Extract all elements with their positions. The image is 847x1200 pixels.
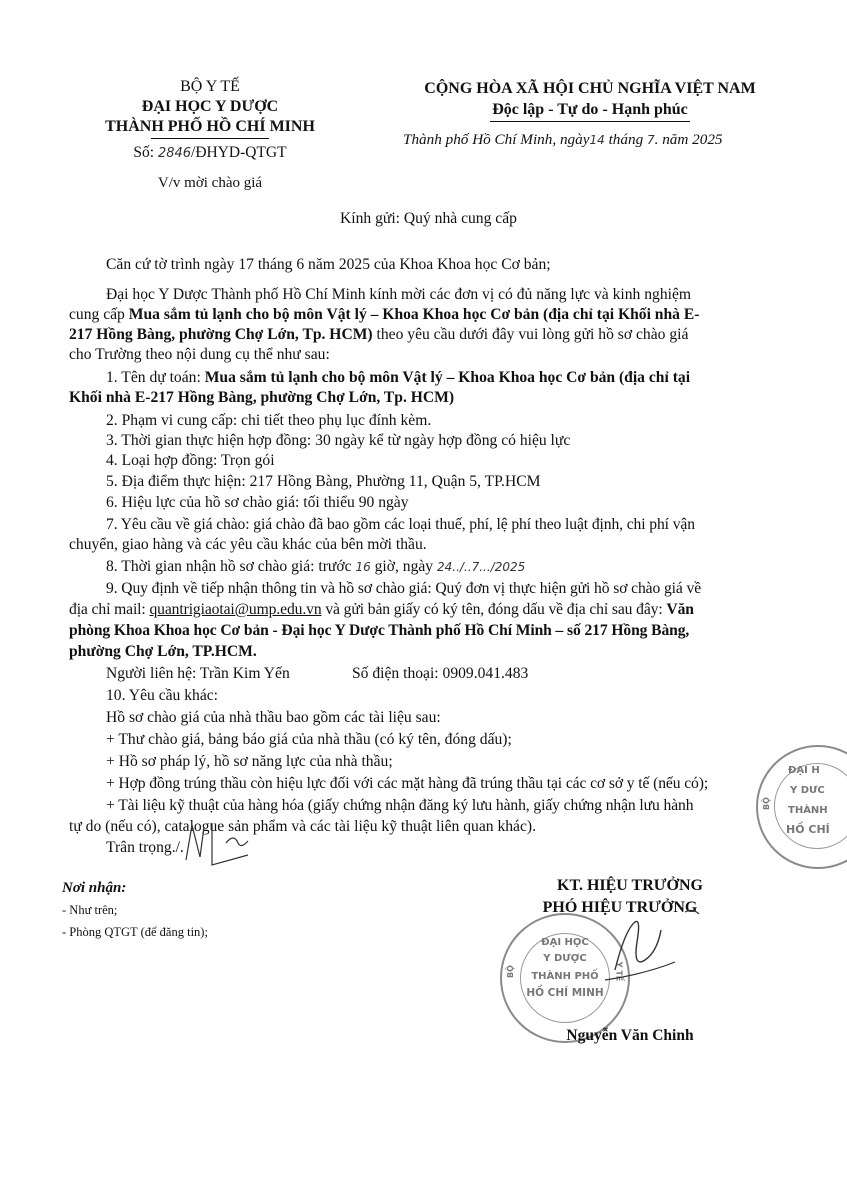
handwritten-signature (585, 900, 705, 990)
recipient-1: - Như trên; (62, 903, 118, 917)
document-number-prefix: Số: (133, 144, 158, 161)
edge-seal-text-2: Y DƯC (790, 785, 825, 796)
contact-phone: Số điện thoại: 0909.041.483 (352, 665, 529, 682)
ministry-name: BỘ Y TẾ (180, 78, 240, 95)
intro-line-3 (69, 325, 688, 345)
edge-seal (756, 745, 847, 869)
closing-line: Trân trọng./. (106, 839, 184, 856)
issue-date-month-label: tháng (604, 131, 647, 148)
item-9-line-3: phòng Khoa Khoa học Cơ bản - Đại học Y Dược Thành phố Hồ Chí Minh – số 217 Hồng Bàng, (69, 622, 690, 639)
item-9-line-1: 9. Quy định về tiếp nhận thông tin và hồ sơ chào giá: Quý đơn vị thực hiện gửi hồ sơ chào giá về (106, 580, 702, 597)
signer-name: Nguyễn Văn Chinh (566, 1027, 694, 1044)
item-9-address-start: Văn (666, 601, 694, 618)
document-number (70, 141, 350, 166)
signature-title-2: PHÓ HIỆU TRƯỞNG (542, 899, 698, 916)
recipient-2: - Phòng QTGT (để đăng tin); (62, 925, 208, 939)
contact-person: Người liên hệ: Trần Kim Yến (106, 665, 290, 682)
republic-block (390, 78, 790, 122)
item-10: 10. Yêu cầu khác: (106, 687, 218, 704)
greeting: Kính gửi: Quý nhà cung cấp (340, 210, 517, 227)
document-item-4-line-2: tự do (nếu có), catalogue sản phẩm và các tài liệu kỹ thuật liên quan khác). (69, 818, 536, 835)
item-9-line-4: phường Chợ Lớn, TP.HCM. (69, 643, 257, 660)
issue-date-year: . năm 2025 (654, 131, 723, 148)
national-motto: Độc lập - Tự do - Hạnh phúc (492, 101, 688, 118)
item-4: 4. Loại hợp đồng: Trọn gói (106, 452, 275, 469)
item-1-line-1 (106, 368, 690, 388)
header-left-underline (151, 138, 269, 139)
document-subject: V/v mời chào giá (157, 175, 263, 191)
item-9-line-2 (69, 600, 694, 620)
item-9-line-2-text: và gửi bản giấy có ký tên, đóng dấu về địa chỉ sau đây: (321, 601, 667, 618)
recipients-block (62, 878, 208, 941)
item-8-mid: giờ, ngày (370, 558, 437, 575)
intro-line-3-project: 217 Hồng Bàng, phường Chợ Lớn, Tp. HCM) (69, 326, 373, 343)
seal-text-3: THÀNH PHỐ (531, 971, 599, 982)
issue-date (403, 131, 723, 149)
item-1-label: 1. Tên dự toán: (106, 369, 205, 386)
edge-seal-text-1: ĐẠI H (788, 765, 820, 776)
recipients-title: Nơi nhận: (62, 880, 127, 896)
item-8 (106, 557, 525, 577)
documents-intro: Hồ sơ chào giá của nhà thầu bao gồm các tài liệu sau: (106, 709, 441, 726)
item-7-line-1: 7. Yêu cầu về giá chào: giá chào đã bao gồm các loại thuế, phí, lệ phí theo luật định, chi phí vận (106, 516, 695, 533)
document-item-2: + Hồ sơ pháp lý, hồ sơ năng lực của nhà thầu; (106, 753, 393, 770)
intro-line-4: cho Trường theo nội dung cụ thể như sau: (69, 346, 330, 363)
intro-line-2 (69, 305, 699, 325)
document-number-handwritten: 2846 (157, 146, 192, 161)
seal-text-left: BỘ (505, 965, 515, 978)
motto-underline (490, 121, 690, 122)
republic-title: CỘNG HÒA XÃ HỘI CHỦ NGHĨA VIỆT NAM (424, 80, 756, 97)
issue-date-month: 7 (646, 133, 655, 147)
university-name-line1: ĐẠI HỌC Y DƯỢC (141, 98, 279, 115)
item-2: 2. Phạm vi cung cấp: chi tiết theo phụ lục đính kèm. (106, 412, 432, 429)
item-6: 6. Hiệu lực của hồ sơ chào giá: tối thiểu 90 ngày (106, 494, 409, 511)
item-1-line-2: Khối nhà E-217 Hồng Bàng, phường Chợ Lớn, Tp. HCM) (69, 389, 455, 406)
seal-text-2: Y DƯỢC (543, 953, 587, 964)
seal-text-right: Y TẾ (613, 961, 623, 982)
item-7-line-2: chuyển, giao hàng và các yêu cầu khác của bên mời thầu. (69, 536, 427, 553)
university-name-line2: THÀNH PHỐ HỒ CHÍ MINH (105, 118, 315, 135)
item-1-value: Mua sắm tủ lạnh cho bộ môn Vật lý – Khoa Khoa học Cơ bản (địa chỉ tại (204, 369, 691, 386)
item-8-hour-handwritten: 16 (355, 560, 371, 574)
basis-line: Căn cứ tờ trình ngày 17 tháng 6 năm 2025 của Khoa Khoa học Cơ bản; (106, 256, 551, 273)
issue-date-day: 14 (589, 133, 605, 147)
item-8-label: 8. Thời gian nhận hồ sơ chào giá: trước (106, 558, 356, 575)
edge-seal-text-3: THÀNH (788, 805, 828, 816)
item-8-date-handwritten: 24../..7.../2025 (437, 560, 526, 574)
intro-line-2-project: Mua sắm tủ lạnh cho bộ môn Vật lý – Khoa Khoa học Cơ bản (địa chỉ tại Khối nhà E- (128, 306, 700, 323)
item-9-email-link[interactable]: quantrigiaotai@ump.edu.vn (149, 601, 322, 618)
document-item-4-line-1: + Tài liệu kỹ thuật của hàng hóa (giấy chứng nhận đăng ký lưu hành, giấy chứng nhận lưu hành (106, 797, 694, 814)
issue-date-prefix: Thành phố Hồ Chí Minh, ngày (403, 131, 590, 148)
seal-text-1: ĐẠI HỌC (541, 937, 589, 948)
issuer-block (70, 76, 350, 194)
edge-seal-text-left: BỘ (761, 797, 771, 810)
item-9-email-label: địa chỉ mail: (69, 601, 150, 618)
item-5: 5. Địa điểm thực hiện: 217 Hồng Bàng, Phường 11, Quận 5, TP.HCM (106, 473, 541, 490)
document-number-suffix: /ĐHYD-QTGT (191, 144, 287, 161)
signature-title-1: KT. HIỆU TRƯỞNG (557, 877, 703, 894)
item-3: 3. Thời gian thực hiện hợp đồng: 30 ngày kể từ ngày hợp đồng có hiệu lực (106, 432, 571, 449)
intro-line-1: Đại học Y Dược Thành phố Hồ Chí Minh kính mời các đơn vị có đủ năng lực và kinh nghiệm (106, 286, 692, 303)
document-item-3: + Hợp đồng trúng thầu còn hiệu lực đối với các mặt hàng đã trúng thầu tại các cơ sở y tế (nếu có); (106, 775, 709, 792)
document-item-1: + Thư chào giá, bảng báo giá của nhà thầu (có ký tên, đóng dấu); (106, 731, 512, 748)
intro-line-3-text: theo yêu cầu dưới đây vui lòng gửi hồ sơ chào giá (372, 326, 689, 343)
initials-signature (178, 815, 268, 875)
seal-text-4: HỒ CHÍ MINH (526, 987, 604, 999)
edge-seal-text-4: HỒ CHÍ (786, 823, 830, 836)
intro-line-2-text: cung cấp (69, 306, 129, 323)
